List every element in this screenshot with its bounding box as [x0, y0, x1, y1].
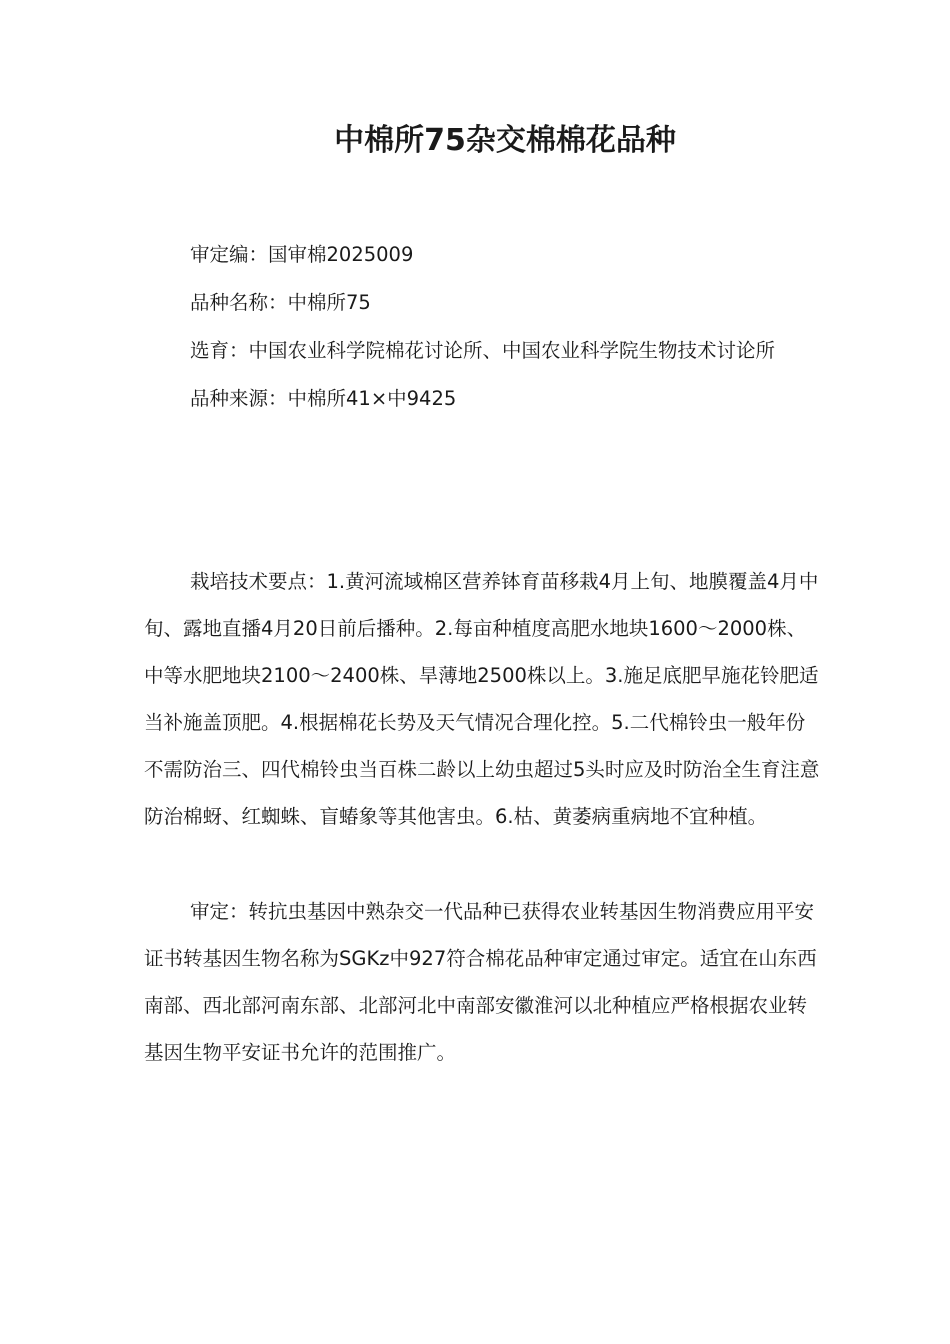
variety-name: 品种名称：中棉所75 — [190, 291, 371, 314]
document-title: 中棉所75杂交棉棉花品种 — [334, 123, 676, 158]
approval-number: 审定编：国审棉2025009 — [190, 243, 414, 266]
breeder-info: 选育：中国农业科学院棉花讨论所、中国农业科学院生物技术讨论所 — [190, 339, 776, 362]
variety-info-block — [144, 232, 824, 424]
variety-source: 品种来源：中棉所41×中9425 — [190, 387, 457, 410]
approval-opinion-paragraph: 审定：转抗虫基因中熟杂交一代品种已获得农业转基因生物消费应用平安证书转基因生物名称为SGKz中927符合棉花品种审定通过审定。适宜在山东西南部、西北部河南东部、北部河北中南部安徽淮河以北种植应严格根据农业转基因生物平安证书允许的范围推广。 — [144, 900, 817, 1064]
cultivation-points-paragraph: 栽培技术要点：1.黄河流域棉区营养钵育苗移栽4月上旬、地膜覆盖4月中旬、露地直播4月20日前后播种。2.每亩种植度高肥水地块1600～2000株、中等水肥地块2100～2400株、旱薄地2500株以上。3.施足底肥早施花铃肥适当补施盖顶肥。4.根据棉花长势及天气情况合理化控。5.二代棉铃虫一般年份不需防治三、四代棉铃虫当百株二龄以上幼虫超过5头时应及时防治全生育注意防治棉蚜、红蜘蛛、盲蝽象等其他害虫。6.枯、黄萎病重病地不宜种植。 — [144, 570, 820, 828]
